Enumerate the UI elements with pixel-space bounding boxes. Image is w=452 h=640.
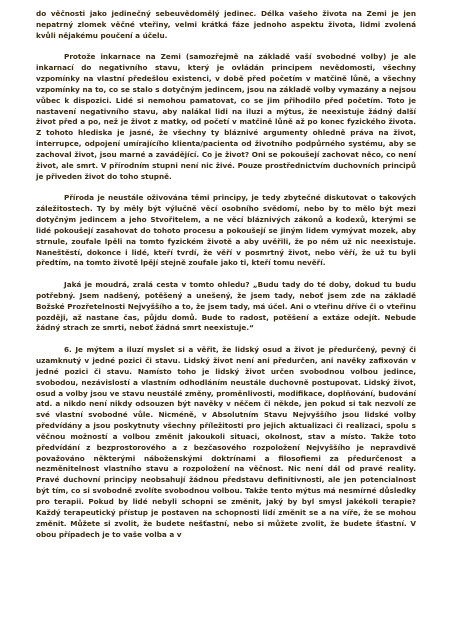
paragraph-5: 6. Je mýtem a iluzí myslet si a věřit, že lidský osud a život je předurčený, pevný či uzamknutý v jedné pozici či stavu. Lidský život není ani předurčen, ani navěky zafixován v jedné pozici či stavu. Namísto toho je lidský život určen svobodnou volbou jedince, svobodou, nezávislostí a vlastním odhodláním neustále duchovně postupovat. Lidský život, osud a volby jsou ve stavu neustálé změny, proměnlivosti, modifikace, doplňování, budování atd. a nikdo není nikdy odsouzen být navěky v něčem či někde, jen pokud si tak nezvolí ze své vlastní svobodné vůle. Nicméně, v Absolutním Stavu Nejvyššího jsou lidské volby předvídány a jsou poskytnuty všechny příležitosti pro jejich aktualizaci či realizaci, spolu s věčnou možností a volbou změnit jakoukoli situaci, okolnost, stav a místo. Takže toto předvídání z bezprostorového a z bezčasového rozpoložení Nejvyššího je nepravdivě považováno některými náboženskými doktrínami a filosofiemi za předurčenost a nezměnitelnost vlastního stavu a rozpoložení na věčnost. Nic není dál od pravé reality. Pravé duchovní principy neobsahují žádnou představu definitivnosti, ale jen potencialnost být tím, co si svobodně zvolíte svobodnou volbou. Takže tento mýtus má nesmírné důsledky pro terapii. Pokud by lidé nebyli schopni se změnit, jaký by byl smysl jakékoli terapie? Každý terapeutický přístup je postaven na schopnosti lidí změnit se a na víře, že se mohou změnit. Můžete si zvolit, že budete nešťastní, nebo si můžete zvolit, že budete šťastní. V obou případech je to vaše volba a v	[36, 345, 416, 539]
document-page	[36, 9, 416, 540]
paragraph-3: Příroda je neustále oživována těmi principy, je tedy zbytečné diskutovat o takových záležitostech. Ty by měly být výlučně věcí osobního svědomí, nebo by to mělo být mezi dotyčným jedincem a jeho Stvořitelem, a ne věcí bláznivých zákonů a kodexů, kterými se lidé pokoušejí zasahovat do tohoto procesu a pokoušejí se jiným lidem vymývat mozek, aby strnule, zoufale lpěli na tomto fyzickém životě a aby uvěřili, že po něm už nic neexistuje. Naneštěstí, dokonce i lidé, kteří tvrdí, že věří v posmrtný život, nebo věří, že už tu byli předtím, na tomto životě lpějí stejně zoufale jako ti, kteří tomu nevěří.	[36, 193, 416, 268]
paragraph-4: Jaká je moudrá, zralá cesta v tomto ohledu? „Budu tady do té doby, dokud tu budu potřebný. Jsem nadšený, potěšený a unešený, že jsem tady, neboť jsem zde na základě Božské Prozřetelnosti Nejvyššího a to, že jsem tady, má účel. Ani o vteřinu dříve či o vteřinu později, až nastane čas, půjdu domů. Bude to radost, potěšení a extáze odejít. Nebude žádný strach ze smrti, neboť žádná smrt neexistuje.“	[36, 280, 416, 333]
paragraph-1: do věčnosti jako jedinečný sebeuvědomělý jedinec. Délka vašeho života na Zemi je jen nepatrný zlomek věčné vteřiny, velmi krátká fáze jednoho aspektu života, lidmi zvolená kvůli nějakému poučení a účelu.	[36, 9, 416, 40]
paragraph-2: Protože inkarnace na Zemi (samozřejmě na základě vaší svobodné volby) je ale inkarnací do negativního stavu, který je ovládán principem nevědomosti, všechny vzpomínky na vlastní předešlou existenci, v době před početím v matčině lůně, a všechny vzpomínky na to, co se stalo s dotyčným jedincem, jsou na základě volby vymazány a nejsou vůbec k dispozici. Lidé si nemohou pamatovat, co se jim přihodilo před početím. Toto je nastavení negativního stavu, aby nalákal lidi na iluzi a mýtus, že neexistuje žádný další život před a po, než je život z matky, od početí v matčině lůně až po konec fyzického života. Z tohoto hlediska je jasné, že všechny ty bláznivé argumenty ohledně práva na život, interrupce, odpojení umírajícího klienta/pacienta od životního podpůrného systému, aby se zachoval život, jsou marné a zavádějící. Co je život? Oni se pokoušejí zachovat něco, co není život, ale smrt. V přírodním stupni není nic živé. Pouze prostřednictvím duchovních principů je přiveden život do toho stupně.	[36, 52, 416, 181]
